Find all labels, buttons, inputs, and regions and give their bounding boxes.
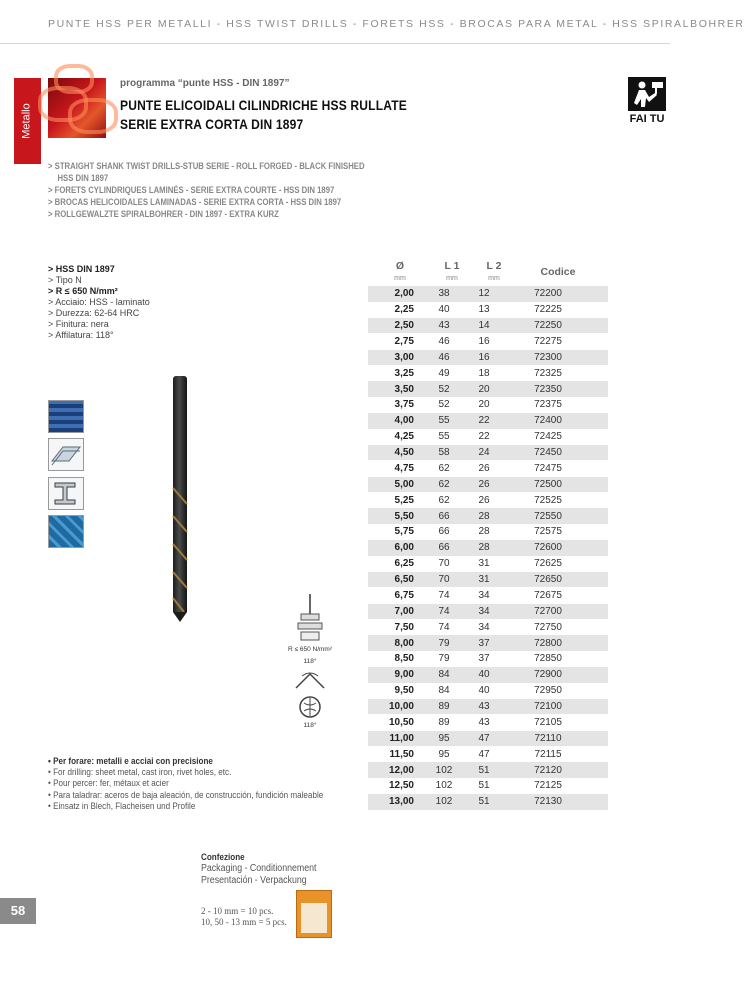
table-row	[368, 651, 608, 667]
cell-l2: 47	[478, 732, 490, 744]
packaging-qty: 10, 50 - 13 mm = 5 pcs.	[201, 916, 287, 927]
cell-l2: 26	[478, 478, 490, 490]
cell-l1: 55	[438, 431, 450, 443]
programme-label: programma “punte HSS - DIN 1897”	[120, 78, 290, 89]
table-row	[368, 524, 608, 540]
cell-code: 72120	[534, 764, 562, 776]
cell-diameter: 4,25	[394, 431, 414, 443]
cast-iron-icon	[48, 515, 84, 548]
drilling-specs-icons	[284, 592, 336, 742]
cell-diameter: 5,50	[394, 510, 414, 522]
cell-code: 72250	[534, 320, 562, 332]
cell-code: 72900	[534, 669, 562, 681]
cell-code: 72750	[534, 621, 562, 633]
cell-diameter: 3,50	[394, 383, 414, 395]
col-l2: L 2	[486, 260, 502, 272]
category-tab-line	[40, 78, 41, 164]
uses-list	[48, 756, 354, 812]
spec-line: > Durezza: 62-64 HRC	[48, 308, 140, 318]
cell-diameter: 10,00	[388, 701, 414, 713]
table-row	[368, 715, 608, 731]
i-beam-icon	[48, 477, 84, 510]
cell-diameter: 5,25	[394, 494, 414, 506]
cell-code: 72425	[534, 431, 562, 443]
cell-diameter: 2,75	[394, 335, 414, 347]
specs-list	[48, 264, 150, 341]
cell-code: 72125	[534, 780, 562, 792]
use-line: • Per forare: metalli e acciai con precisione	[48, 756, 213, 766]
cell-diameter: 12,50	[388, 780, 414, 792]
cell-diameter: 4,50	[394, 447, 414, 459]
cell-code: 72475	[534, 462, 562, 474]
table-body	[368, 286, 608, 810]
col-l1-unit: mm	[446, 275, 458, 282]
cell-l1: 79	[438, 653, 450, 665]
cell-code: 72450	[534, 447, 562, 459]
table-row	[368, 572, 608, 588]
cell-code: 72575	[534, 526, 562, 538]
cell-diameter: 10,50	[388, 716, 414, 728]
cell-diameter: 8,50	[394, 653, 414, 665]
cell-diameter: 3,75	[394, 399, 414, 411]
packaging-title: Confezione	[201, 852, 245, 862]
cell-l1: 55	[438, 415, 450, 427]
use-line: • Einsatz in Blech, Flacheisen und Profile	[48, 800, 196, 811]
cell-code: 72800	[534, 637, 562, 649]
use-line: • For drilling: sheet metal, cast iron, rivet holes, etc.	[48, 767, 232, 778]
table-row	[368, 746, 608, 762]
cell-l1: 38	[438, 288, 450, 300]
table-row	[368, 492, 608, 508]
cell-l1: 102	[435, 764, 453, 776]
point-angle-icon	[294, 668, 326, 692]
page-title-line2: SERIE EXTRA CORTA DIN 1897	[120, 116, 304, 132]
cell-l2: 16	[478, 351, 490, 363]
cell-l1: 66	[438, 510, 450, 522]
col-code: Codice	[540, 266, 576, 278]
packaging-image	[296, 890, 332, 938]
cell-l2: 34	[478, 589, 490, 601]
cell-l2: 47	[478, 748, 490, 760]
cell-code: 72300	[534, 351, 562, 363]
cell-diameter: 9,00	[394, 669, 414, 681]
cell-diameter: 11,50	[389, 748, 414, 760]
spec-line: > Acciaio: HSS - laminato	[48, 297, 150, 307]
table-row	[368, 334, 608, 350]
steel-rods-icon	[48, 400, 84, 433]
category-tab	[14, 78, 40, 164]
cell-code: 72500	[534, 478, 562, 490]
table-row	[368, 365, 608, 381]
spec-line: > Finitura: nera	[48, 319, 109, 329]
cell-code: 72115	[534, 748, 562, 760]
cell-code: 72350	[534, 383, 562, 395]
table-row	[368, 667, 608, 683]
table-row	[368, 619, 608, 635]
translation-line: > FORETS CYLINDRIQUES LAMINÉS - SERIE EXTRA COURTE - HSS DIN 1897	[48, 185, 335, 195]
table-row	[368, 429, 608, 445]
cell-l1: 84	[438, 685, 450, 697]
table-header	[368, 260, 608, 286]
table-row	[368, 683, 608, 699]
banner-text: PUNTE HSS PER METALLI - HSS TWIST DRILLS - FORETS HSS - BROCAS PARA METAL - HSS SPIRALBOHRER	[48, 18, 745, 30]
cell-l2: 13	[478, 304, 490, 316]
translation-line: > STRAIGHT SHANK TWIST DRILLS-STUB SERIE - ROLL FORGED - BLACK FINISHED	[48, 161, 365, 171]
table-row	[368, 604, 608, 620]
cell-l2: 51	[478, 780, 490, 792]
table-row	[368, 350, 608, 366]
product-table	[368, 260, 608, 810]
cell-code: 72650	[534, 574, 562, 586]
cell-l2: 16	[478, 335, 490, 347]
cell-l1: 49	[438, 367, 450, 379]
table-row	[368, 318, 608, 334]
cell-l1: 46	[438, 351, 450, 363]
cell-l2: 20	[478, 383, 490, 395]
table-row	[368, 461, 608, 477]
cell-l2: 40	[478, 669, 490, 681]
table-row	[368, 302, 608, 318]
cell-code: 72550	[534, 510, 562, 522]
cell-l1: 89	[438, 716, 450, 728]
sheet-metal-icon	[48, 438, 84, 471]
cell-code: 72110	[534, 732, 562, 744]
page-number: 58	[10, 903, 26, 918]
cell-l1: 102	[435, 796, 453, 808]
cell-code: 72700	[534, 605, 562, 617]
brand-logo-icon	[628, 77, 666, 111]
table-row	[368, 477, 608, 493]
page-title-line1: PUNTE ELICOIDALI CILINDRICHE HSS RULLATE	[120, 97, 407, 113]
table-row	[368, 397, 608, 413]
cell-l2: 28	[478, 510, 490, 522]
cell-code: 72375	[534, 399, 562, 411]
cell-l1: 62	[438, 478, 450, 490]
cell-diameter: 4,75	[394, 462, 414, 474]
use-line: • Pour percer: fer, métaux et acier	[48, 778, 169, 789]
table-row	[368, 286, 608, 302]
cell-l2: 31	[478, 558, 490, 570]
table-row	[368, 381, 608, 397]
cell-l1: 79	[438, 637, 450, 649]
cell-diameter: 3,00	[394, 351, 414, 363]
cell-l2: 31	[478, 574, 490, 586]
workpiece-clamp-icon	[284, 592, 336, 652]
cell-code: 72525	[534, 494, 562, 506]
cell-l2: 26	[478, 462, 490, 474]
cell-diameter: 5,00	[394, 478, 414, 490]
cell-l1: 95	[438, 748, 450, 760]
table-row	[368, 762, 608, 778]
drill-tip-icon	[298, 695, 322, 719]
cell-l1: 43	[438, 320, 450, 332]
cell-l2: 24	[478, 447, 490, 459]
cell-l1: 89	[438, 701, 450, 713]
cell-code: 72325	[534, 367, 562, 379]
cell-diameter: 11,00	[389, 732, 414, 744]
cell-diameter: 5,75	[394, 526, 414, 538]
strength-label: R ≤ 650 N/mm²	[287, 646, 333, 653]
cell-code: 72950	[534, 685, 562, 697]
cell-diameter: 8,00	[394, 637, 414, 649]
tip-angle-label: 118°	[303, 722, 317, 729]
cell-l1: 40	[438, 304, 450, 316]
cell-code: 72400	[534, 415, 562, 427]
table-row	[368, 508, 608, 524]
cell-diameter: 3,25	[394, 367, 414, 379]
cell-l2: 37	[478, 637, 490, 649]
cell-l2: 20	[478, 399, 490, 411]
cell-l2: 34	[478, 605, 490, 617]
table-row	[368, 699, 608, 715]
cell-l2: 34	[478, 621, 490, 633]
cell-diameter: 7,50	[394, 621, 414, 633]
table-row	[368, 778, 608, 794]
cell-code: 72625	[534, 558, 562, 570]
cell-l1: 74	[438, 621, 450, 633]
cell-diameter: 2,50	[394, 320, 414, 332]
translation-line: HSS DIN 1897	[57, 173, 109, 183]
cell-l1: 62	[438, 494, 450, 506]
cell-l2: 28	[478, 542, 490, 554]
spec-line: > Affilatura: 118°	[48, 330, 114, 340]
table-row	[368, 794, 608, 810]
cell-code: 72200	[534, 288, 562, 300]
page-number-box	[0, 898, 36, 924]
cell-l2: 40	[478, 685, 490, 697]
cell-code: 72130	[534, 796, 562, 808]
cell-code: 72105	[534, 716, 562, 728]
cell-code: 72600	[534, 542, 562, 554]
cell-code: 72675	[534, 589, 562, 601]
col-l1: L 1	[444, 260, 460, 272]
cell-diameter: 6,25	[394, 558, 414, 570]
cell-l1: 102	[435, 780, 453, 792]
cell-l1: 66	[438, 542, 450, 554]
cell-l2: 22	[478, 415, 490, 427]
cell-diameter: 6,00	[394, 542, 414, 554]
packaging-info	[201, 852, 332, 886]
cell-diameter: 12,00	[388, 764, 414, 776]
packaging-subtitle: Packaging - Conditionnement	[201, 863, 317, 874]
cell-code: 72850	[534, 653, 562, 665]
col-diameter: Ø	[395, 260, 405, 272]
cell-l2: 18	[478, 367, 490, 379]
cell-l2: 37	[478, 653, 490, 665]
cell-l2: 43	[478, 716, 490, 728]
table-row	[368, 731, 608, 747]
translations-list	[48, 160, 416, 220]
translation-line: > BROCAS HELICOIDALES LAMINADAS - SERIE EXTRA CORTA - HSS DIN 1897	[48, 197, 342, 207]
cell-diameter: 6,75	[394, 589, 414, 601]
cell-diameter: 6,50	[394, 574, 414, 586]
cell-l2: 51	[478, 764, 490, 776]
cell-l1: 74	[438, 605, 450, 617]
cell-l2: 51	[478, 796, 490, 808]
brand-logo	[626, 77, 668, 129]
cell-code: 72275	[534, 335, 562, 347]
cell-l2: 43	[478, 701, 490, 713]
cell-l1: 52	[438, 383, 450, 395]
col-diameter-unit: mm	[394, 275, 406, 282]
use-line: • Para taladrar: aceros de baja aleación, de construcción, fundición maleable	[48, 789, 324, 800]
packaging-subtitle: Presentación - Verpackung	[201, 874, 307, 886]
category-image	[48, 78, 106, 138]
cell-diameter: 13,00	[388, 796, 414, 808]
category-label: Metallo	[21, 103, 33, 139]
brand-name: FAI TU	[629, 113, 665, 125]
drill-bit-image	[160, 376, 200, 622]
cell-l2: 12	[478, 288, 490, 300]
spec-line: > Tipo N	[48, 275, 82, 285]
cell-l1: 52	[438, 399, 450, 411]
translation-line: > ROLLGEWALZTE SPIRALBOHRER - DIN 1897 - EXTRA KURZ	[48, 209, 279, 219]
table-row	[368, 556, 608, 572]
cell-l2: 26	[478, 494, 490, 506]
cell-diameter: 2,00	[394, 288, 414, 300]
cell-l2: 14	[478, 320, 490, 332]
cell-diameter: 7,00	[394, 605, 414, 617]
cell-l1: 70	[438, 574, 450, 586]
spec-line: > R ≤ 650 N/mm²	[48, 286, 118, 296]
cell-l1: 66	[438, 526, 450, 538]
cell-code: 72100	[534, 701, 562, 713]
packaging-quantities	[201, 906, 287, 927]
cell-l1: 95	[438, 732, 450, 744]
cell-l1: 62	[438, 462, 450, 474]
col-l2-unit: mm	[488, 275, 500, 282]
cell-l1: 58	[438, 447, 450, 459]
angle-label: 118°	[303, 658, 317, 665]
cell-l1: 70	[438, 558, 450, 570]
table-row	[368, 413, 608, 429]
cell-code: 72225	[534, 304, 562, 316]
table-row	[368, 540, 608, 556]
table-row	[368, 635, 608, 651]
cell-diameter: 4,00	[394, 415, 414, 427]
spec-line: > HSS DIN 1897	[48, 264, 115, 274]
packaging-qty: 2 - 10 mm = 10 pcs.	[201, 906, 274, 916]
cell-l2: 28	[478, 526, 490, 538]
cell-l2: 22	[478, 431, 490, 443]
table-row	[368, 588, 608, 604]
top-banner	[0, 0, 745, 44]
cell-l1: 46	[438, 335, 450, 347]
cell-l1: 74	[438, 589, 450, 601]
cell-diameter: 9,50	[394, 685, 414, 697]
cell-diameter: 2,25	[394, 304, 414, 316]
table-row	[368, 445, 608, 461]
cell-l1: 84	[438, 669, 450, 681]
